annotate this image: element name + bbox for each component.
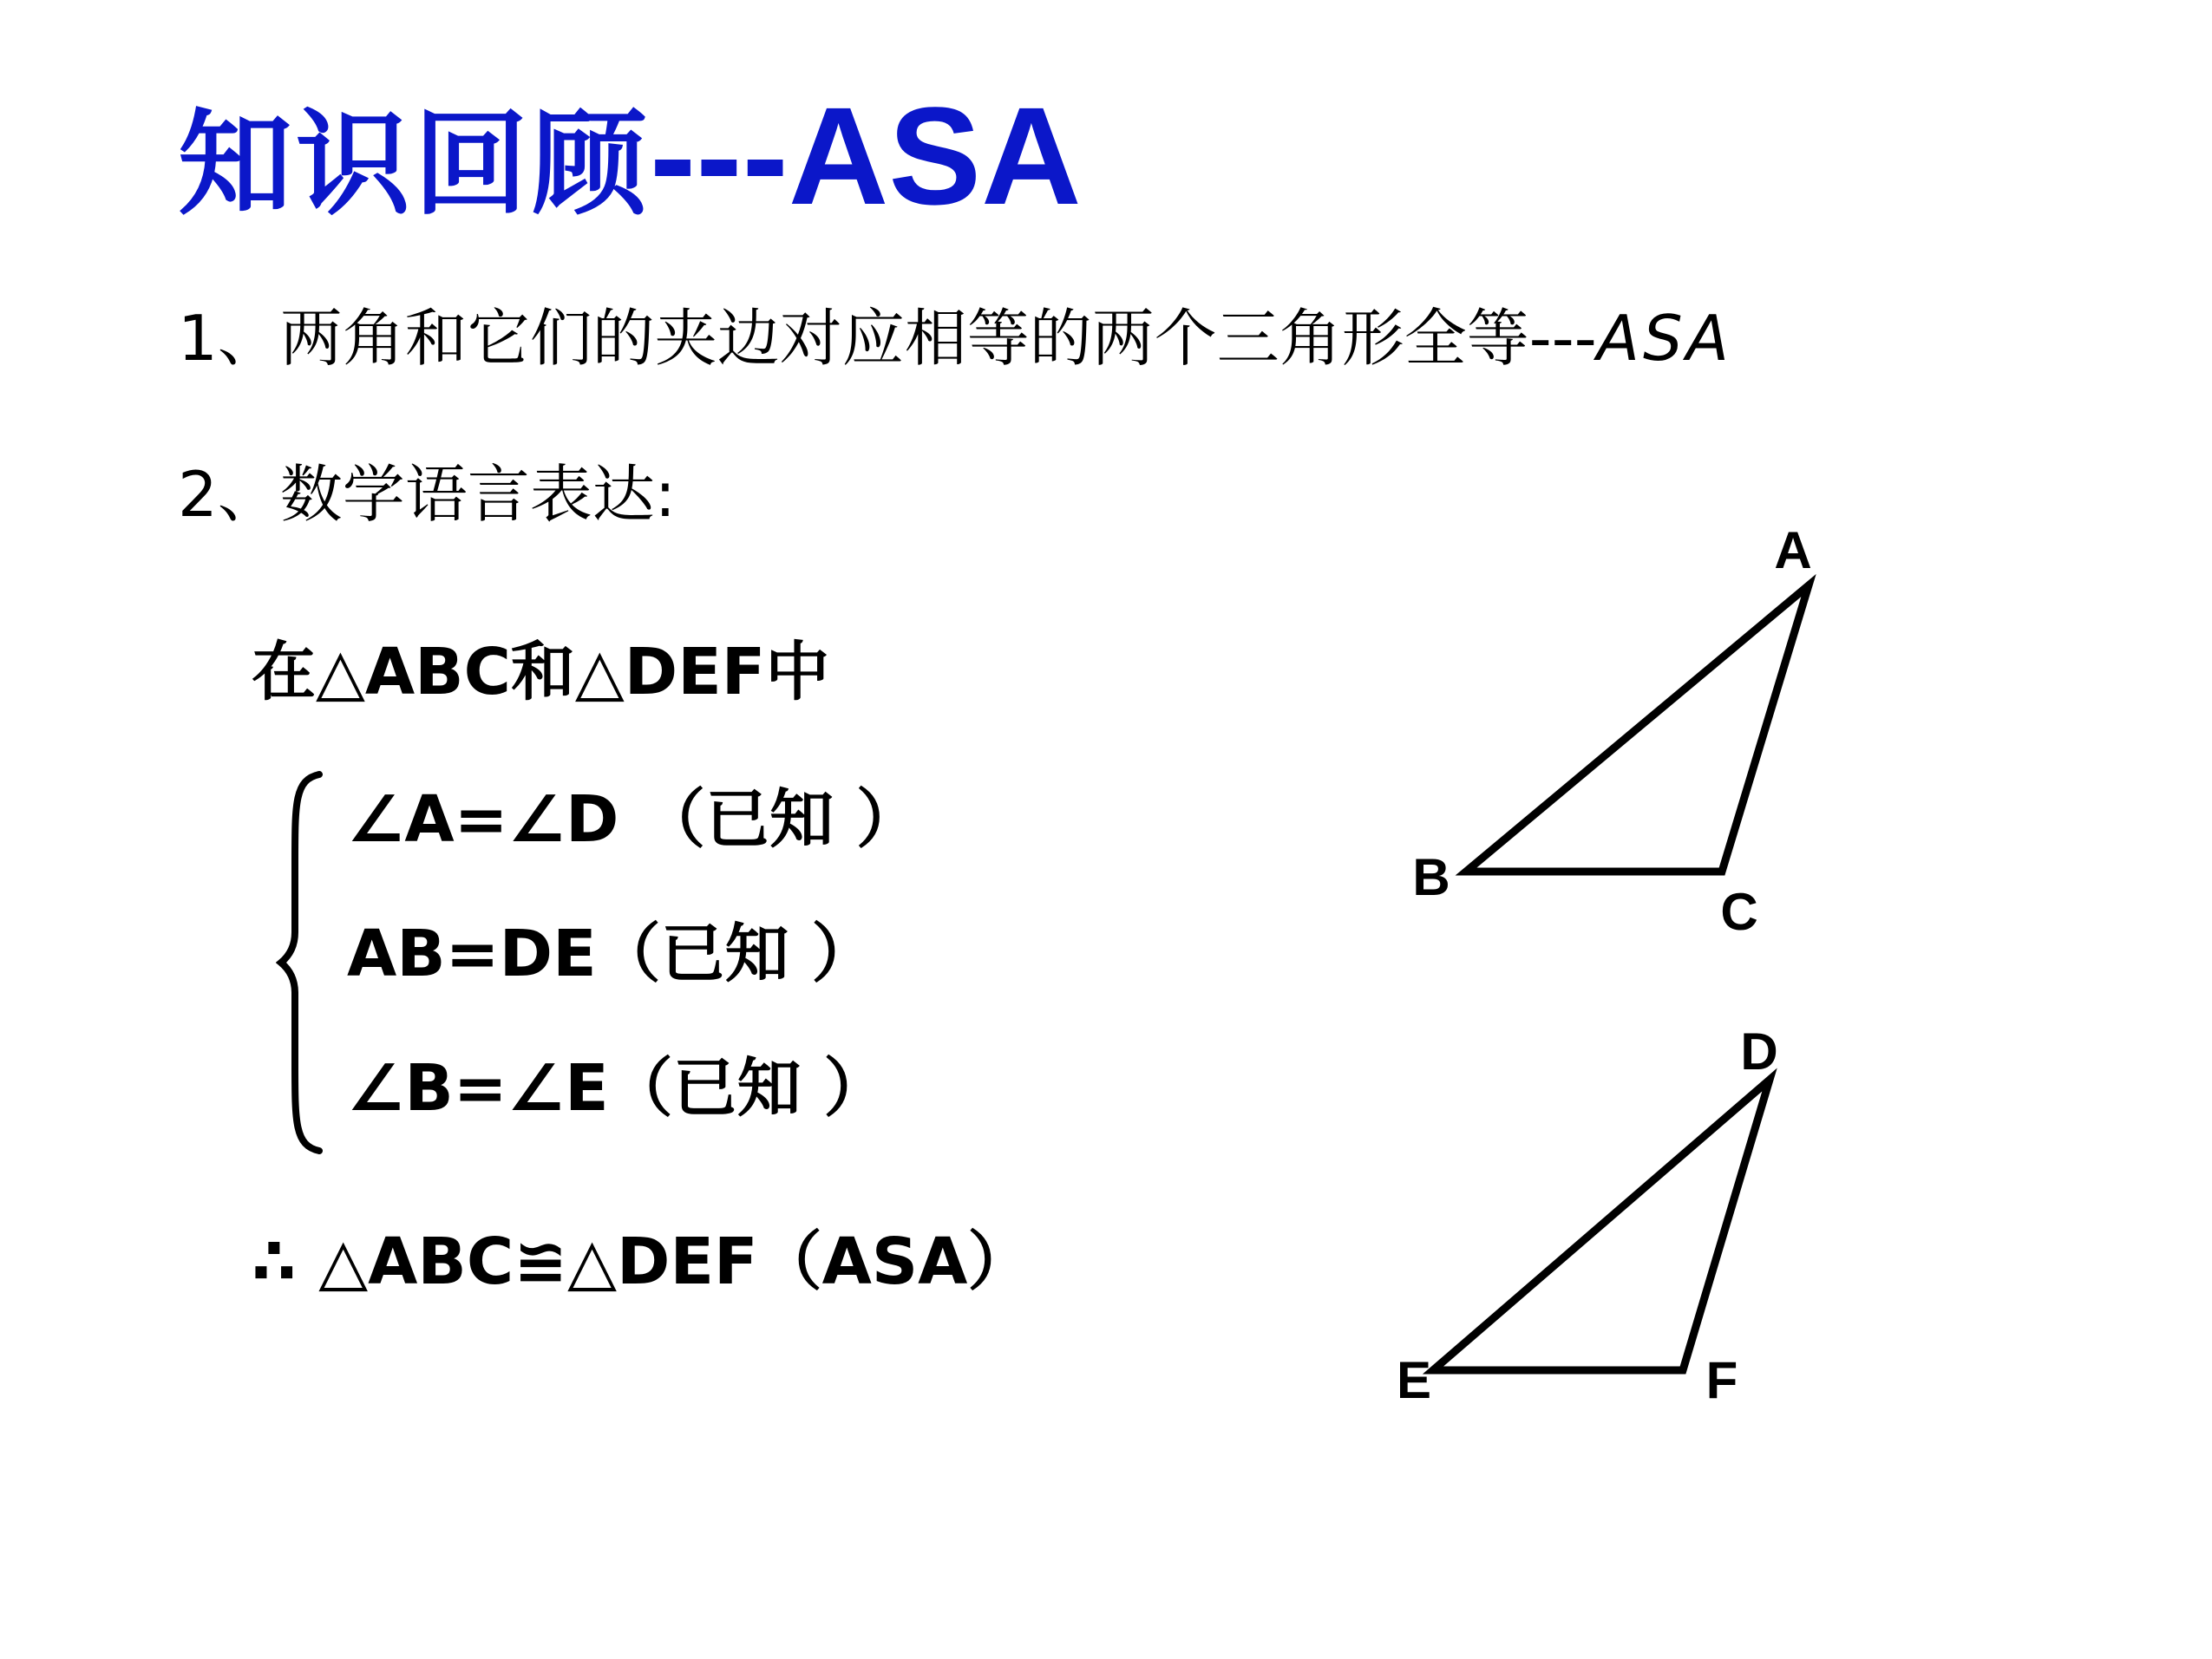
theorem-statement — [178, 295, 1732, 382]
vertex-label-c: C — [1720, 883, 1758, 941]
vertex-label-e: E — [1396, 1351, 1432, 1409]
triangle-abc — [1412, 521, 1811, 941]
theorem-statement-text: 1、两角和它们的夹边对应相等的两个三角形全等--- — [178, 302, 1597, 375]
proof-conclusion: ∴ △ABC≌△DEF（ASA） — [252, 1225, 1032, 1299]
proof-intro: 在△ABC和△DEF中 — [252, 635, 830, 709]
left-brace — [276, 767, 337, 1158]
vertex-label-b: B — [1412, 848, 1450, 906]
slide-title — [178, 78, 1082, 233]
math-language-heading: 2、数学语言表达: — [178, 458, 677, 531]
theorem-abbreviation: ASA — [1596, 302, 1732, 375]
vertex-label-f: F — [1705, 1351, 1738, 1409]
slide-title-chinese: 知识回顾 — [178, 97, 650, 232]
triangle-def — [1397, 1022, 1778, 1409]
vertex-label-a: A — [1774, 521, 1812, 579]
vertex-label-d: D — [1740, 1022, 1778, 1081]
condition-side-ab: AB=DE（已知 ） — [347, 917, 876, 991]
condition-angle-b: ∠B=∠E（已知 ） — [347, 1051, 888, 1126]
condition-angle-a: ∠A=∠D （已知 ） — [347, 782, 920, 857]
slide-title-suffix: ---ASA — [650, 78, 1082, 233]
